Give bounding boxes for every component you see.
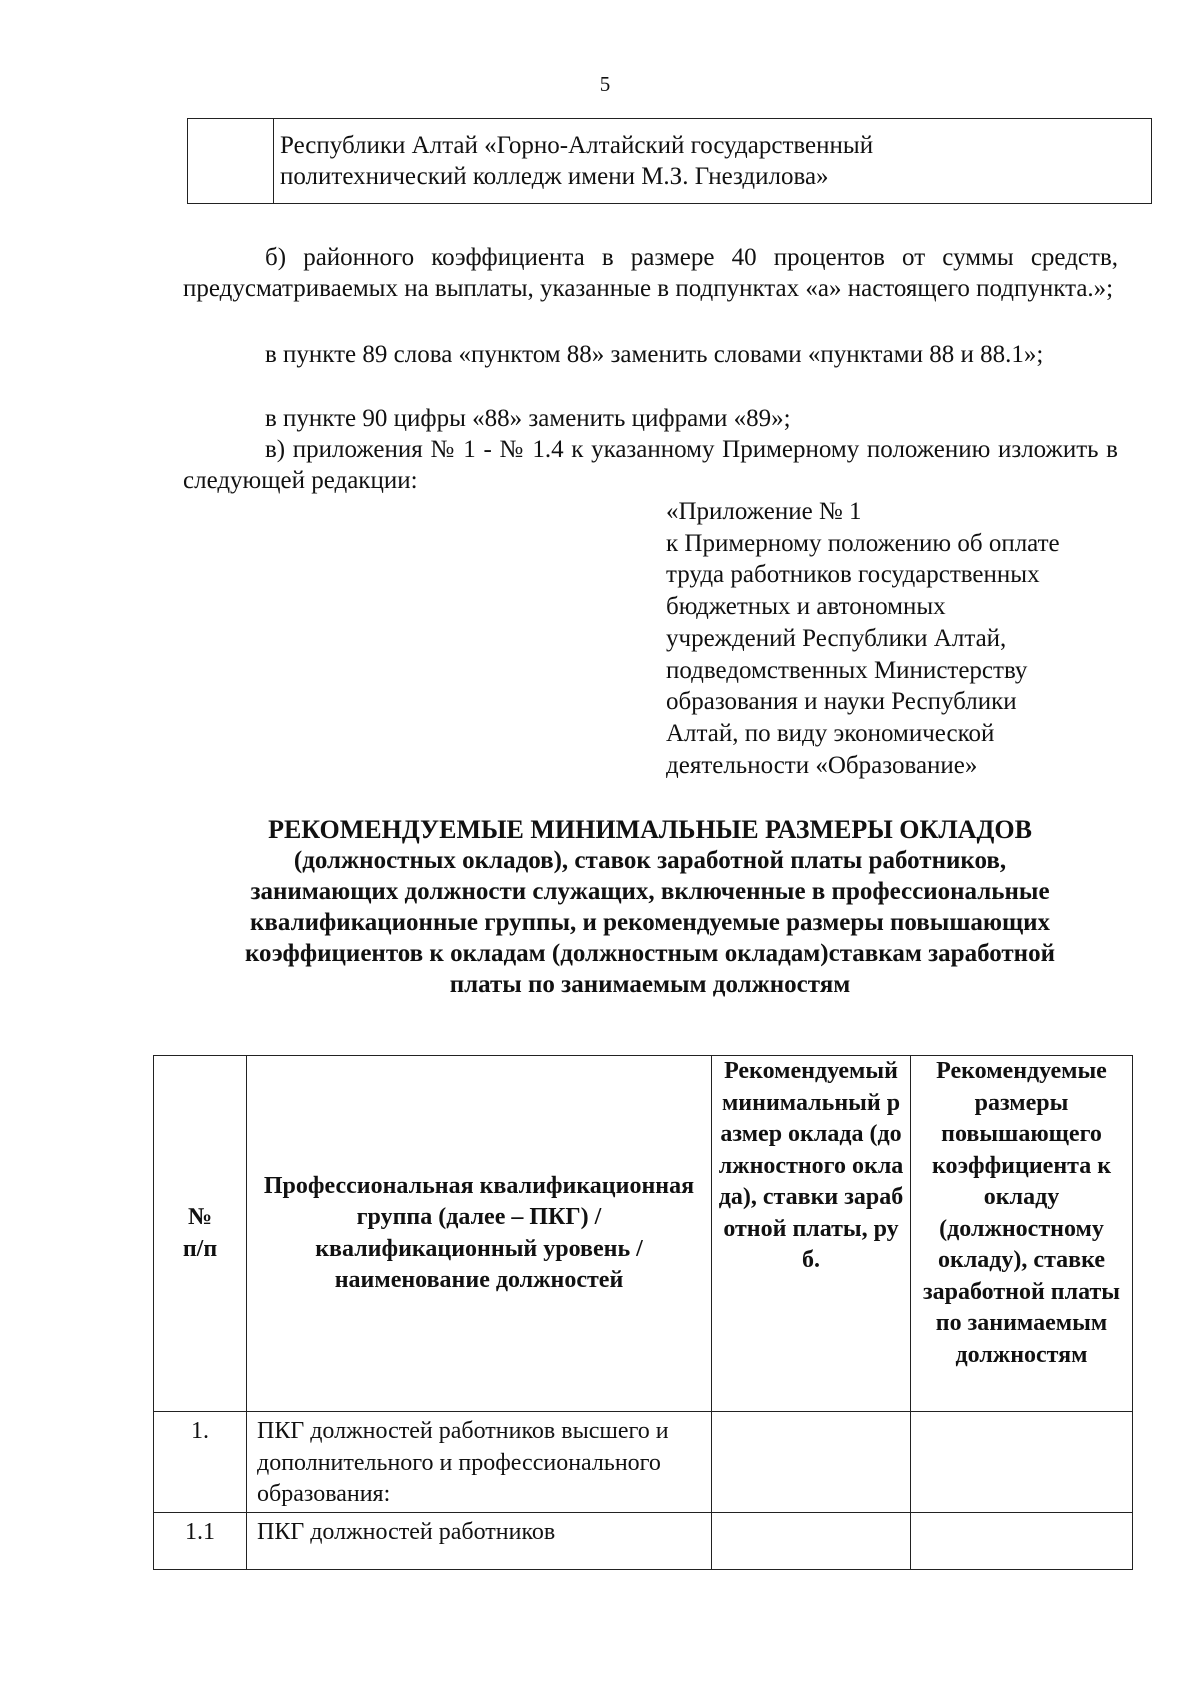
annex-line: к Примерному положению об оплате: [666, 529, 1060, 557]
paragraph-item-90: в пункте 90 цифры «88» заменить цифрами «89»;: [265, 405, 791, 432]
paragraph-item-89: в пункте 89 слова «пунктом 88» заменить словами «пунктами 88 и 88.1»;: [265, 341, 1044, 368]
heading-subtitle-line: (должностных окладов), ставок заработной платы работников,: [293, 847, 1007, 874]
header-number-text: № п/п: [182, 1204, 218, 1262]
heading-title: РЕКОМЕНДУЕМЫЕ МИНИМАЛЬНЫЕ РАЗМЕРЫ ОКЛАДОВ: [268, 815, 1032, 844]
empty-number-cell: [188, 119, 274, 203]
annex-caption: [666, 496, 1116, 781]
row-salary: [712, 1412, 911, 1513]
annex-line: Алтай, по виду экономической: [666, 719, 995, 747]
heading-subtitle-line: квалификационные группы, и рекомендуемые размеры повышающих: [249, 909, 1051, 936]
header-number: [154, 1056, 247, 1412]
annex-line: «Приложение № 1: [666, 498, 862, 525]
header-salary-text: Рекомендуемый минимальный размер оклада (должностного оклада), ставки заработной платы, руб.: [718, 1058, 904, 1273]
table-row: [154, 1513, 1133, 1570]
institution-line: Республики Алтай «Горно-Алтайский государственный: [280, 132, 874, 159]
annex-line: деятельности «Образование»: [666, 751, 978, 779]
table-row: [154, 1412, 1133, 1513]
document-heading: [175, 814, 1125, 1000]
heading-subtitle-line: платы по занимаемым должностям: [449, 971, 851, 998]
salary-table: [153, 1055, 1133, 1570]
row-number: 1.: [154, 1412, 247, 1513]
header-coefficient: [911, 1056, 1133, 1412]
heading-subtitle-line: занимающих должности служащих, включенные в профессиональные: [250, 878, 1050, 905]
header-coefficient-text: Рекомендуемые размеры повышающего коэффициента к окладу (должностному окладу), ставке заработной платы по занимаемым должностям: [922, 1058, 1120, 1368]
annex-line: труда работников государственных: [666, 561, 1040, 589]
row-group-name: ПКГ должностей работников высшего и дополнительного и профессионального образования:: [247, 1412, 712, 1513]
paragraph-regional-coefficient: б) районного коэффициента в размере 40 процентов от суммы средств, предусматриваемых на выплаты, указанные в подпунктах «а» настоящего подпункта.»;: [183, 244, 1118, 302]
row-salary: [712, 1513, 911, 1570]
header-salary: [712, 1056, 911, 1412]
header-group: [247, 1056, 712, 1412]
annex-line: образования и науки Республики: [666, 688, 1017, 716]
annex-line: бюджетных и автономных: [666, 593, 946, 621]
page-number: 5: [599, 72, 611, 96]
institution-line: политехнический колледж имени М.З. Гнездилова»: [280, 163, 829, 190]
continued-table: [187, 118, 1152, 204]
table-header-row: [154, 1056, 1133, 1412]
row-group-name: ПКГ должностей работников: [247, 1513, 712, 1570]
header-group-text: Профессиональная квалификационная группа (далее – ПКГ) / квалификационный уровень / наименование должностей: [263, 1172, 695, 1293]
institution-name-cell: [280, 130, 1141, 192]
row-number: 1.1: [154, 1513, 247, 1570]
row-coefficient: [911, 1513, 1133, 1570]
annex-line: подведомственных Министерству: [666, 656, 1028, 684]
heading-subtitle-line: коэффициентов к окладам (должностным окладам)ставкам заработной: [244, 940, 1055, 967]
annex-line: учреждений Республики Алтай,: [666, 624, 1007, 652]
row-coefficient: [911, 1412, 1133, 1513]
paragraph-appendices: в) приложения № 1 - № 1.4 к указанному Примерному положению изложить в следующей редакции:: [183, 436, 1118, 494]
